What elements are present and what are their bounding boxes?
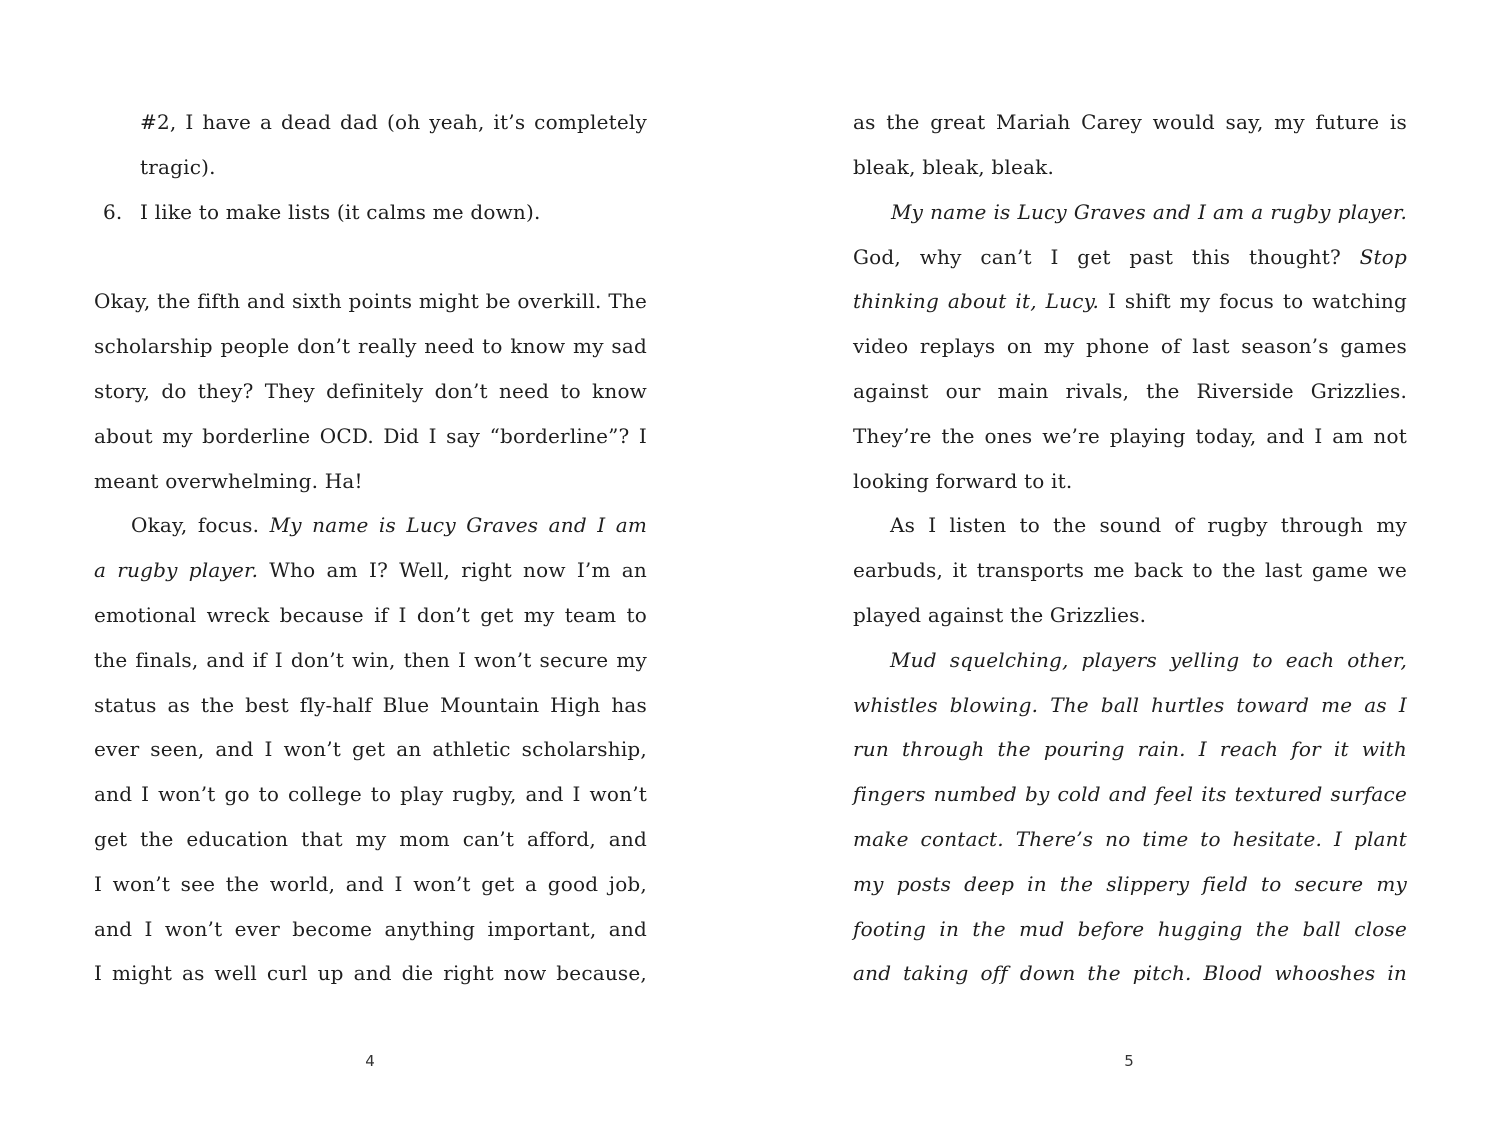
text-line: [853, 459, 1407, 504]
italic-text: footing in the mud before hugging the ball close: [853, 917, 1407, 941]
italic-text: My name is Lucy Graves and I am a rugby player.: [891, 200, 1407, 224]
text-line: [853, 951, 1407, 996]
page-number: 5: [1124, 1052, 1134, 1070]
text-line: [94, 414, 647, 459]
text-line: [94, 324, 647, 369]
body-text: about my borderline OCD. Did I say “borderline”? I: [94, 424, 647, 448]
text-line: [94, 459, 647, 504]
body-text: the finals, and if I don’t win, then I won’t secure my: [94, 648, 647, 672]
body-text: They’re the ones we’re playing today, and I am not: [853, 424, 1407, 448]
italic-text: whistles blowing. The ball hurtles toward me as I: [853, 693, 1407, 717]
body-text: I won’t see the world, and I won’t get a good job,: [94, 872, 647, 896]
body-text: meant overwhelming. Ha!: [94, 469, 363, 493]
text-line: [94, 548, 647, 593]
body-text: video replays on my phone of last season’s games: [853, 334, 1407, 358]
body-text: and I won’t ever become anything important, and: [94, 917, 647, 941]
body-text: bleak, bleak, bleak.: [853, 155, 1055, 179]
italic-text: Mud squelching, players yelling to each other,: [890, 648, 1407, 672]
italic-text: My name is Lucy Graves and I am: [269, 513, 647, 537]
italic-text: a rugby player.: [94, 558, 259, 582]
text-line: [853, 279, 1407, 324]
body-text: scholarship people don’t really need to know my sad: [94, 334, 647, 358]
body-text: God, why can’t I get past this thought?: [853, 245, 1360, 269]
body-text: I shift my focus to watching: [1099, 289, 1408, 313]
text-line: [853, 145, 1407, 190]
text-line: [853, 100, 1407, 145]
right-page: [750, 0, 1500, 1125]
text-line: [140, 100, 647, 145]
text-line: [140, 190, 647, 235]
text-line: [853, 414, 1407, 459]
body-text: and I won’t go to college to play rugby, and I won’t: [94, 782, 647, 806]
body-text: 6.: [103, 200, 123, 224]
text-line: [853, 548, 1407, 593]
text-line: [94, 593, 647, 638]
body-text: story, do they? They definitely don’t need to know: [94, 379, 647, 403]
body-text: as the great Mariah Carey would say, my future is: [853, 110, 1407, 134]
text-line: [94, 638, 647, 683]
body-text: played against the Grizzlies.: [853, 603, 1147, 627]
text-line: [853, 862, 1407, 907]
body-text: #2, I have a dead dad (oh yeah, it’s completely: [140, 110, 647, 134]
text-line: [853, 727, 1407, 772]
text-line: [94, 772, 647, 817]
text-line: [94, 369, 647, 414]
body-text: emotional wreck because if I don’t get my team to: [94, 603, 647, 627]
text-line: [94, 279, 647, 324]
text-line: [853, 772, 1407, 817]
text-line: [853, 235, 1407, 280]
body-text: Okay, the fifth and sixth points might be overkill. The: [94, 289, 647, 313]
text-line: [853, 907, 1407, 952]
italic-text: make contact. There’s no time to hesitate. I plant: [853, 827, 1407, 851]
text-line: [94, 817, 647, 862]
text-line: [140, 145, 647, 190]
text-line: [853, 683, 1407, 728]
body-text: Okay, focus.: [131, 513, 270, 537]
text-line: [94, 907, 647, 952]
italic-text: and taking off down the pitch. Blood whooshes in: [853, 961, 1407, 985]
text-line: [890, 638, 1407, 683]
body-text: against our main rivals, the Riverside Grizzlies.: [853, 379, 1407, 403]
italic-text: fingers numbed by cold and feel its textured surface: [853, 782, 1407, 806]
text-line: [890, 503, 1407, 548]
body-text: As I listen to the sound of rugby through my: [890, 513, 1407, 537]
text-line: [131, 503, 647, 548]
text-line: [853, 817, 1407, 862]
body-text: I like to make lists (it calms me down).: [140, 200, 541, 224]
body-text: get the education that my mom can’t afford, and: [94, 827, 647, 851]
body-text: earbuds, it transports me back to the last game we: [853, 558, 1407, 582]
text-line: [94, 727, 647, 772]
text-line: [853, 593, 1407, 638]
body-text: ever seen, and I won’t get an athletic scholarship,: [94, 737, 647, 761]
page-number: 4: [365, 1052, 375, 1070]
text-line: [891, 190, 1407, 235]
text-line: [94, 862, 647, 907]
italic-text: run through the pouring rain. I reach for it with: [853, 737, 1407, 761]
text-line: [94, 683, 647, 728]
text-line: [853, 324, 1407, 369]
italic-text: my posts deep in the slippery field to secure my: [853, 872, 1407, 896]
text-line: [103, 190, 133, 235]
body-text: status as the best fly-half Blue Mountain High has: [94, 693, 647, 717]
body-text: Who am I? Well, right now I’m an: [258, 558, 648, 582]
body-text: tragic).: [140, 155, 216, 179]
italic-text: Stop: [1359, 245, 1407, 269]
text-line: [853, 369, 1407, 414]
text-line: [94, 951, 647, 996]
body-text: I might as well curl up and die right now because,: [94, 961, 647, 985]
italic-text: thinking about it, Lucy.: [853, 289, 1100, 313]
body-text: looking forward to it.: [853, 469, 1073, 493]
